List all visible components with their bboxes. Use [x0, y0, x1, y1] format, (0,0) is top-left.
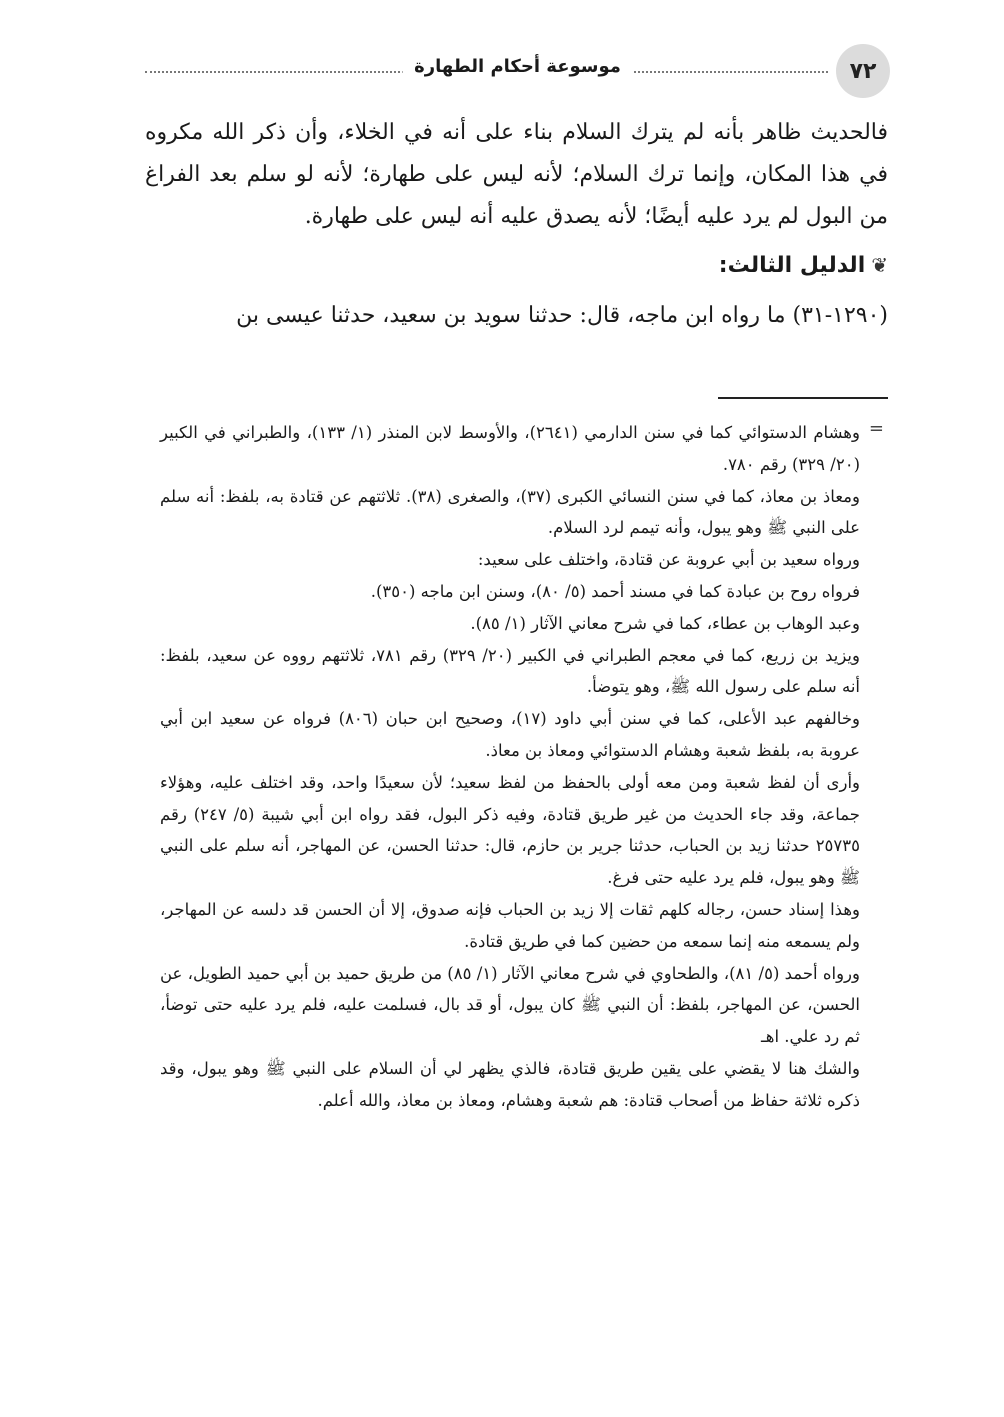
footnote-paragraph: ويزيد بن زريع، كما في معجم الطبراني في الكبير (٢٠/ ٣٢٩) رقم ٧٨١، ثلاثتهم رووه عن سعيد، بلفظ: أنه سلم على رسول الله ﷺ، وهو يتوضأ. [160, 645, 860, 697]
hadith-paragraph: (١٢٩٠-٣١) ما رواه ابن ماجه، قال: حدثنا سويد بن سعيد، حدثنا عيسى بن [236, 303, 888, 328]
section-subheading [145, 244, 888, 287]
subheading-text: الدليل الثالث: [718, 253, 866, 278]
running-header [145, 44, 890, 104]
footnote-paragraph: والشك هنا لا يقضي على يقين طريق قتادة، فالذي يظهر لي أن السلام على النبي ﷺ وهو يبول، وقد ذكره ثلاثة حفاظ من أصحاب قتادة: هم شعبة وهشام، ومعاذ بن معاذ، والله أعلم. [160, 1058, 860, 1110]
footnote-paragraph: ومعاذ بن معاذ، كما في سنن النسائي الكبرى (٣٧)، والصغرى (٣٨). ثلاثتهم عن قتادة به، بلفظ: أنه سلم على النبي ﷺ وهو يبول، وأنه تيمم لرد السلام. [160, 486, 860, 538]
footnote-paragraph: وهشام الدستوائي كما في سنن الدارمي (٢٦٤١)، والأوسط لابن المنذر (١/ ١٣٣)، والطبراني في الكبير (٢٠/ ٣٢٩) رقم ٧٨٠. [160, 423, 860, 474]
footnote-paragraph: وعبد الوهاب بن عطاء، كما في شرح معاني الآثار (١/ ٨٥). [470, 613, 860, 633]
footnote-paragraph: ورواه أحمد (٥/ ٨١)، والطحاوي في شرح معاني الآثار (١/ ٨٥) من طريق حميد بن أبي حميد الطويل، عن الحسن، عن المهاجر، بلفظ: أن النبي ﷺ كان يبول، أو قد بال، فسلمت عليه، فلم يرد عليه حتى توضأ، ثم رد علي. اهـ [160, 963, 860, 1047]
leaf-icon: ❦ [871, 253, 888, 277]
running-title: موسوعة أحكام الطهارة [402, 56, 633, 77]
main-text [145, 112, 888, 337]
footnote-continuation-mark: = [868, 418, 884, 439]
footnotes [160, 417, 860, 1117]
footnote-paragraph: وخالفهم عبد الأعلى، كما في سنن أبي داود (١٧)، وصحيح ابن حبان (٨٠٦) فرواه عن سعيد ابن أبي عروبة به، بلفظ شعبة وهشام الدستوائي ومعاذ بن معاذ. [160, 709, 860, 760]
footnote-paragraph: وهذا إسناد حسن، رجاله كلهم ثقات إلا زيد بن الحباب فإنه صدوق، إلا أن الحسن قد دلسه عن المهاجر، ولم يسمعه منه إنما سمعه من حضين كما في طريق قتادة. [160, 899, 860, 951]
body-paragraph: فالحديث ظاهر بأنه لم يترك السلام بناء على أنه في الخلاء، وأن ذكر الله مكروه في هذا المكان، وإنما ترك السلام؛ لأنه ليس على طهارة؛ لأنه لو سلم بعد الفراغ من البول لم يرد عليه أيضًا؛ لأنه يصدق عليه أنه ليس على طهارة. [145, 120, 888, 229]
footnote-paragraph: فرواه روح بن عبادة كما في مسند أحمد (٥/ ٨٠)، وسنن ابن ماجه (٣٥٠). [370, 581, 860, 601]
page-number: ٧٢ [836, 44, 890, 98]
footnote-divider [718, 397, 888, 399]
footnote-paragraph: وأرى أن لفظ شعبة ومن معه أولى بالحفظ من لفظ سعيد؛ لأن سعيدًا واحد، وقد اختلف عليه، وهؤلاء جماعة، وقد جاء الحديث من غير طريق قتادة، وفيه ذكر البول، فقد رواه ابن أبي شيبة (٥/ ٢٤٧) رقم ٢٥٧٣٥ حدثنا زيد بن الحباب، حدثنا جرير بن حازم، قال: حدثنا الحسن، عن المهاجر، أنه سلم على النبي ﷺ وهو يبول، فلم يرد عليه حتى فرغ. [160, 772, 860, 888]
footnote-paragraph: ورواه سعيد بن أبي عروبة عن قتادة، واختلف على سعيد: [477, 550, 860, 570]
